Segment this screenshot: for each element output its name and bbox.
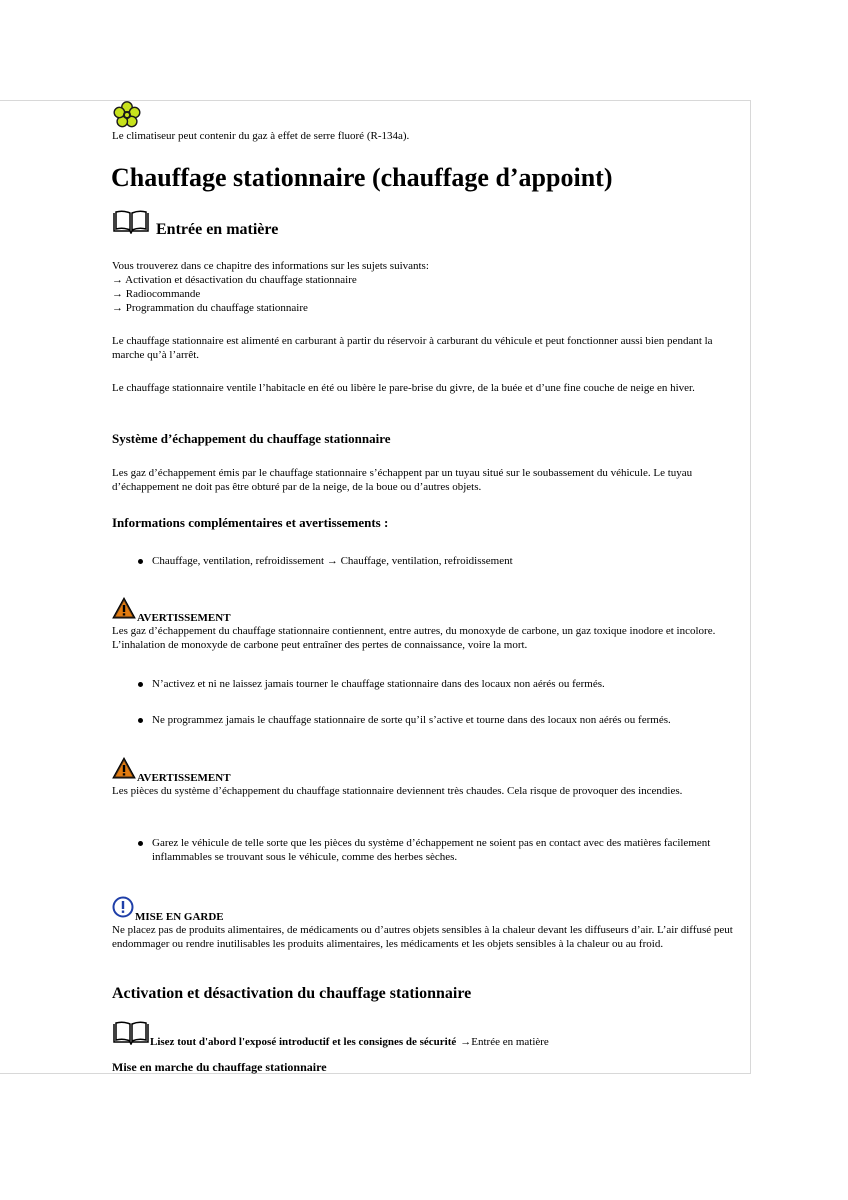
warning-triangle-icon: [112, 757, 136, 784]
bullet-icon: [138, 559, 143, 564]
caution-circle-icon: [112, 896, 134, 923]
paragraph-ventilation: Le chauffage stationnaire ventile l’habitacle en été ou libère le pare-brise du givre, de la buée et d’une fine couche de neige en hiver.: [112, 382, 695, 394]
info-heading: Informations complémentaires et avertissements :: [112, 515, 389, 530]
intro-heading-label: Entrée en matière: [156, 221, 279, 238]
book-icon: [112, 210, 150, 239]
intro-link-activation[interactable]: → Activation et désactivation du chauffage stationnaire: [112, 274, 357, 286]
bullet-icon: [138, 718, 143, 723]
safety-note-text: Lisez tout d'abord l'exposé introductif et les consignes de sécurité: [150, 1036, 457, 1048]
paragraph-fuel: Le chauffage stationnaire est alimenté en carburant à partir du réservoir à carburant du véhicule et peut fonctionner aussi bien pendant la marche qu’à l’arrêt.: [112, 335, 713, 361]
list-item-text: Ne programmez jamais le chauffage stationnaire de sorte qu’il s’active et tourne dans des locaux non aérés ou fermés.: [152, 714, 671, 726]
warning-triangle-icon: [112, 597, 136, 624]
warning-block: [112, 600, 734, 652]
safety-note: [112, 1022, 549, 1048]
warning-block: [112, 760, 734, 798]
warning-text: Les pièces du système d’échappement du chauffage stationnaire deviennent très chaudes. Cela risque de provoquer des incendies.: [112, 785, 683, 797]
caution-text: Ne placez pas de produits alimentaires, de médicaments ou d’autres objets sensibles à la chaleur devant les diffuseurs d’air. L’air diffusé peut endommager ou rendre inutilisables les produits alimentaires, les médicaments et les objets sensibles à la chaleur ou au froid.: [112, 924, 733, 950]
intro-link-programming[interactable]: → Programmation du chauffage stationnaire: [112, 302, 308, 314]
list-item: [138, 713, 671, 727]
bullet-icon: [138, 682, 143, 687]
intro-lead: Vous trouverez dans ce chapitre des informations sur les sujets suivants:: [112, 260, 429, 272]
warning-label: AVERTISSEMENT: [137, 772, 231, 784]
warning-text: Les gaz d’échappement du chauffage stationnaire contiennent, entre autres, du monoxyde de carbone, un gaz toxique inodore et incolore. L’inhalation de monoxyde de carbone peut entraîner des pertes de connaissance, voire la mort.: [112, 625, 716, 651]
intro-list: [112, 259, 429, 315]
list-item-text: Garez le véhicule de telle sorte que les pièces du système d’échappement ne soient pas en contact avec des matières facilement inflammables se trouvant sous le véhicule, comme des herbes sèches.: [152, 837, 711, 863]
list-item: [138, 836, 728, 864]
caution-block: [112, 899, 734, 951]
exhaust-heading: Système d’échappement du chauffage stationnaire: [112, 431, 391, 446]
safety-note-link[interactable]: →Entrée en matière: [460, 1036, 549, 1048]
intro-link-remote[interactable]: → Radiocommande: [112, 288, 201, 300]
start-heading: Mise en marche du chauffage stationnaire: [112, 1060, 327, 1074]
caution-label: MISE EN GARDE: [135, 911, 224, 923]
list-item[interactable]: [138, 554, 513, 568]
list-item-text: Chauffage, ventilation, refroidissement → Chauffage, ventilation, refroidissement: [152, 555, 513, 567]
warning-label: AVERTISSEMENT: [137, 612, 231, 624]
page-title: Chauffage stationnaire (chauffage d’appoint): [111, 163, 613, 192]
list-item-text: N’activez et ni ne laissez jamais tourner le chauffage stationnaire dans des locaux non aérés ou fermés.: [152, 678, 605, 690]
activation-heading: Activation et désactivation du chauffage stationnaire: [112, 985, 472, 1002]
bullet-icon: [138, 841, 143, 846]
list-item: [138, 677, 605, 691]
book-icon: [112, 1021, 150, 1048]
intro-heading: [112, 213, 278, 239]
paragraph-exhaust: Les gaz d’échappement émis par le chauffage stationnaire s’échappent par un tuyau situé sur le soubassement du véhicule. Le tuyau d’échappement ne doit pas être obturé par de la neige, de la boue ou d’autres objets.: [112, 467, 693, 493]
eco-note: Le climatiseur peut contenir du gaz à effet de serre fluoré (R-134a).: [112, 130, 410, 142]
